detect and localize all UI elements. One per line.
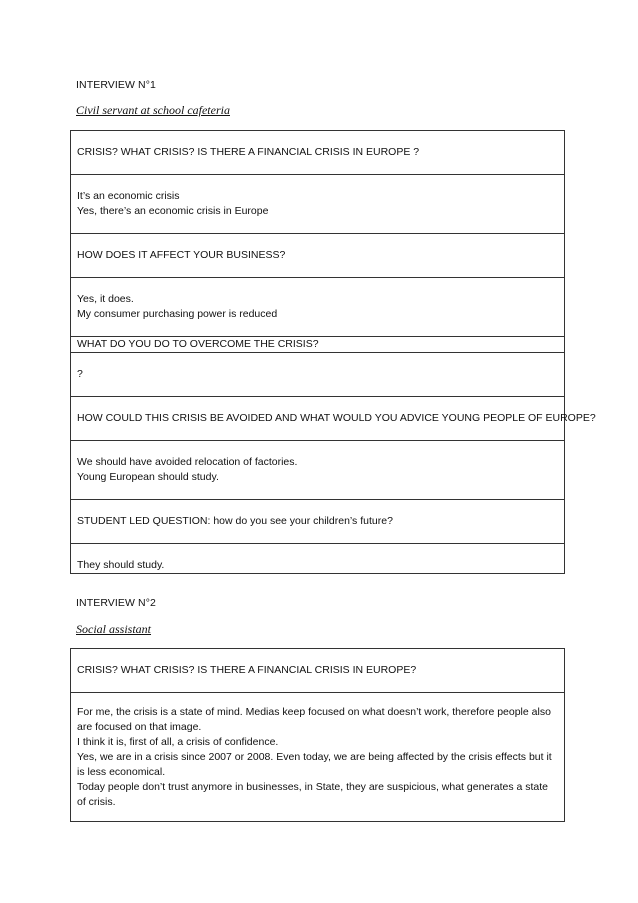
table-row bbox=[71, 278, 565, 337]
answer-text: We should have avoided relocation of factories. bbox=[77, 456, 298, 468]
question-text: HOW COULD THIS CRISIS BE AVOIDED AND WHAT WOULD YOU ADVICE YOUNG PEOPLE OF EUROPE? bbox=[77, 412, 596, 424]
table-row bbox=[71, 234, 565, 278]
answer-cell bbox=[71, 693, 565, 822]
answer-cell bbox=[71, 175, 565, 234]
question-cell bbox=[71, 649, 565, 693]
answer-text: They should study. bbox=[77, 559, 165, 571]
table-row bbox=[71, 649, 565, 693]
table-row bbox=[71, 397, 565, 441]
question-text: CRISIS? WHAT CRISIS? IS THERE A FINANCIAL CRISIS IN EUROPE? bbox=[77, 664, 417, 676]
question-text: HOW DOES IT AFFECT YOUR BUSINESS? bbox=[77, 249, 286, 261]
table-row bbox=[71, 337, 565, 353]
answer-text: Yes, it does. bbox=[77, 293, 134, 305]
table-row bbox=[71, 175, 565, 234]
answer-cell bbox=[71, 544, 565, 574]
interview-1-title: INTERVIEW N°1 bbox=[76, 79, 156, 91]
answer-text: For me, the crisis is a state of mind. Medias keep focused on what doesn’t work, therefore people also are focused on that image. bbox=[77, 705, 551, 733]
table-row bbox=[71, 693, 565, 822]
answer-text: ? bbox=[77, 368, 83, 380]
answer-text: It’s an economic crisis bbox=[77, 190, 180, 202]
answer-text: My consumer purchasing power is reduced bbox=[77, 308, 278, 320]
interview-1-subtitle: Civil servant at school cafeteria bbox=[76, 103, 230, 117]
question-text: STUDENT LED QUESTION: how do you see your children’s future? bbox=[77, 515, 393, 527]
interview-2-subtitle: Social assistant bbox=[76, 622, 152, 636]
answer-cell bbox=[71, 278, 565, 337]
table-row bbox=[71, 353, 565, 397]
question-text: CRISIS? WHAT CRISIS? IS THERE A FINANCIAL CRISIS IN EUROPE ? bbox=[77, 146, 420, 158]
interview-2-table bbox=[70, 648, 565, 822]
answer-cell bbox=[71, 441, 565, 500]
table-row bbox=[71, 500, 565, 544]
table-row bbox=[71, 544, 565, 574]
question-cell bbox=[71, 234, 565, 278]
interview-2-title: INTERVIEW N°2 bbox=[76, 597, 156, 609]
question-cell bbox=[71, 500, 565, 544]
question-cell bbox=[71, 131, 565, 175]
question-text: WHAT DO YOU DO TO OVERCOME THE CRISIS? bbox=[77, 338, 319, 350]
question-cell bbox=[71, 397, 596, 441]
answer-text: I think it is, first of all, a crisis of confidence. bbox=[77, 735, 279, 748]
answer-text: Young European should study. bbox=[77, 471, 219, 483]
table-row bbox=[71, 441, 565, 500]
table-row bbox=[71, 131, 565, 175]
answer-cell bbox=[71, 353, 565, 397]
interview-1-table bbox=[70, 130, 596, 574]
answer-text: Today people don’t trust anymore in businesses, in State, they are suspicious, what generates a state of crisis. bbox=[77, 780, 549, 808]
question-cell bbox=[71, 337, 565, 353]
answer-text: Yes, we are in a crisis since 2007 or 2008. Even today, we are being affected by the crisis effects but it is less economical. bbox=[77, 750, 552, 778]
answer-text: Yes, there’s an economic crisis in Europe bbox=[77, 205, 269, 217]
